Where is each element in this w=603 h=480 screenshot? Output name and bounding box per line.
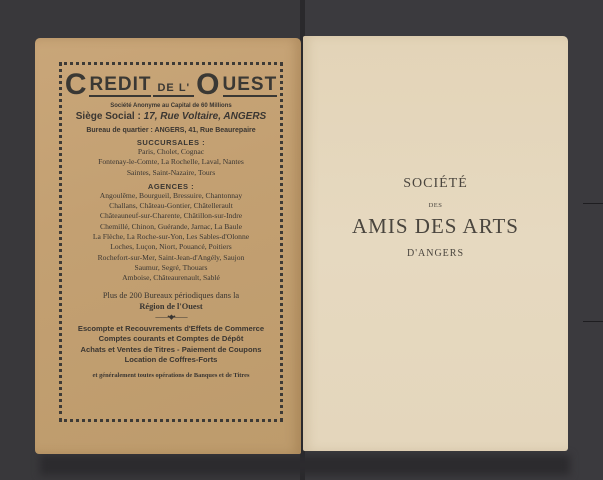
- list-item: Paris, Cholet, Cognac: [137, 147, 205, 156]
- capital-line: Société Anonyme au Capital de 60 Millions: [110, 103, 232, 109]
- siege-line: [62, 111, 280, 122]
- title-societe: SOCIÉTÉ: [403, 176, 468, 191]
- general-operations-line: et généralement toutes opérations de Banques et de Titres: [92, 371, 250, 379]
- list-item: Comptes courants et Comptes de Dépôt: [98, 334, 244, 344]
- title-des: DES: [428, 202, 443, 209]
- list-item: Saumur, Segré, Thouars: [134, 262, 208, 272]
- list-item: Loches, Luçon, Niort, Pouancé, Poitiers: [110, 242, 232, 252]
- agences-list: [62, 191, 280, 284]
- bureaux-line: Plus de 200 Bureaux périodiques dans la: [102, 290, 240, 300]
- list-item: Achats et Ventes de Titres - Paiement de Coupons: [80, 344, 262, 354]
- title-initial-o: O: [196, 68, 221, 101]
- bureaux-note: [62, 290, 280, 312]
- list-item: Chemillé, Chinon, Guérande, Jarnac, La Baule: [100, 221, 242, 231]
- left-page: [35, 38, 301, 454]
- services-list: [62, 324, 280, 366]
- title-initial-c: C: [64, 68, 88, 101]
- bank-advertisement: [62, 65, 280, 379]
- advertisement-frame: [59, 62, 283, 422]
- right-page: [303, 36, 568, 451]
- title-word-ouest: UEST: [222, 74, 278, 95]
- page-shadow: [40, 455, 570, 475]
- ad-title: [62, 68, 280, 101]
- list-item: Challans, Château-Gontier, Châtellerault: [109, 201, 233, 211]
- scan-ruler-mark: [583, 321, 603, 322]
- list-item: Angoulême, Bourgueil, Bressuire, Chantonnay: [99, 190, 243, 200]
- bureau-line: Bureau de quartier : ANGERS, 41, Rue Beaurepaire: [86, 127, 256, 134]
- list-item: Escompte et Recouvrements d'Effets de Commerce: [77, 323, 265, 333]
- region-line: Région de l'Ouest: [139, 301, 203, 311]
- succursales-heading: SUCCURSALES :: [136, 138, 206, 147]
- siege-address: 17, Rue Voltaire, ANGERS: [143, 111, 267, 122]
- list-item: Fontenay-le-Comte, La Rochelle, Laval, Nantes: [98, 157, 244, 167]
- scan-ruler-mark: [583, 203, 603, 204]
- list-item: Location de Coffres-Forts: [124, 355, 218, 365]
- title-amis-des-arts: AMIS DES ARTS: [352, 214, 519, 238]
- title-page: [303, 176, 568, 259]
- list-item: Châteauneuf-sur-Charente, Châtillon-sur-Indre: [99, 211, 243, 221]
- succursales-list: [62, 147, 280, 178]
- list-item: Amboise, Châteaurenault, Sablé: [122, 273, 220, 283]
- title-word-de: DE L': [153, 81, 194, 97]
- list-item: Saintes, Saint-Nazaire, Tours: [126, 167, 216, 177]
- ornament-divider: ——•◆•——: [155, 313, 187, 321]
- title-dangers: D'ANGERS: [406, 248, 465, 259]
- title-word-credit: REDIT: [89, 74, 152, 95]
- agences-heading: AGENCES :: [147, 181, 195, 191]
- list-item: Rochefort-sur-Mer, Saint-Jean-d'Angély, Saujon: [97, 252, 245, 262]
- list-item: La Flèche, La Roche-sur-Yon, Les Sables-d'Olonne: [92, 232, 250, 242]
- siege-label: Siège Social :: [75, 111, 141, 122]
